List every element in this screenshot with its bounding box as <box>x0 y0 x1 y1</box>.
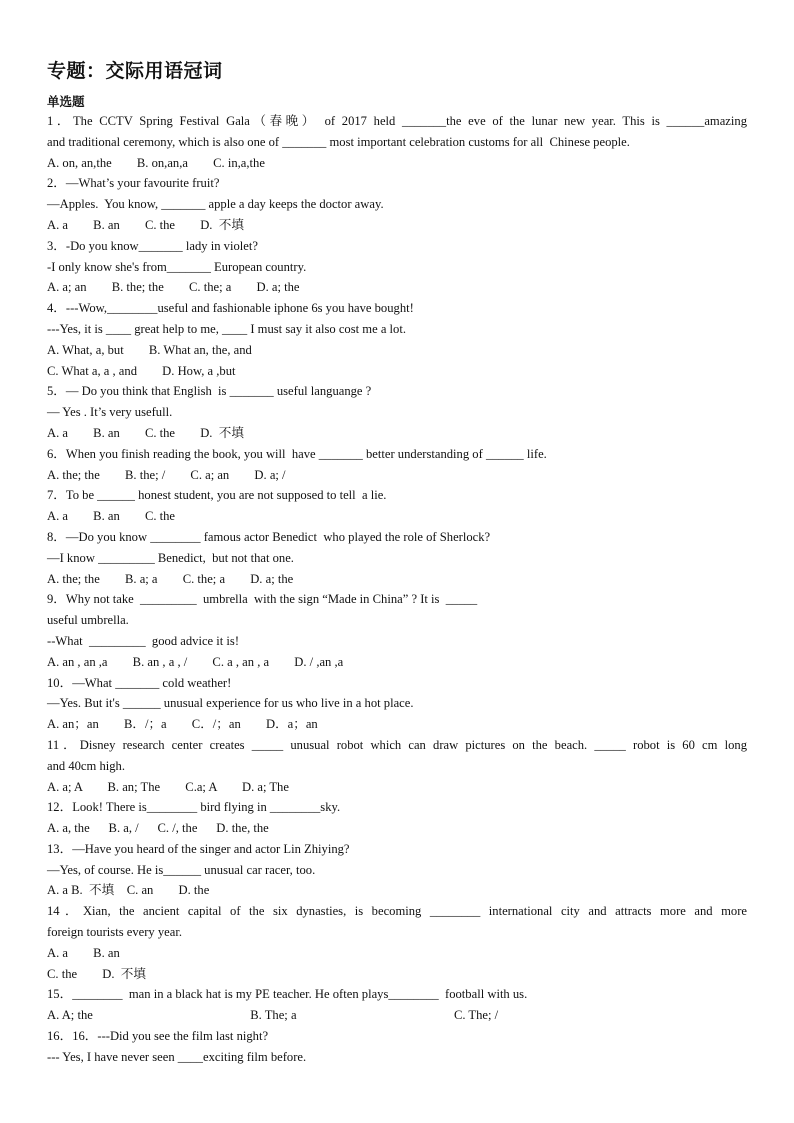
text-line: 2．—What’s your favourite fruit? <box>47 176 220 191</box>
text-line: 1．The CCTV Spring Festival Gala（春晚） of 2017 held _______the eve of the lunar new year. This is ______amazing <box>47 114 747 128</box>
text-line: useful umbrella. <box>47 613 129 628</box>
text-line: 10．—What _______ cold weather! <box>47 675 232 690</box>
text-line: foreign tourists every year. <box>47 925 182 940</box>
text-line: ---Yes, it is ____ great help to me, ____ I must say it also cost me a lot. <box>47 321 406 336</box>
text-line: A. a B. an C. the D. 不填 <box>47 425 244 440</box>
page-title: 专题：交际用语冠词 <box>47 60 223 82</box>
text-line: 14．Xian, the ancient capital of the six dynasties, is becoming ________ international city and attracts more and more <box>47 904 747 919</box>
text-line: A. a B. an C. the <box>47 509 176 524</box>
text-line: A. the; the B. the; / C. a; an D. a; / <box>47 467 286 482</box>
text-line: 8．—Do you know ________ famous actor Benedict who played the role of Sherlock? <box>47 529 491 544</box>
text-line: 16．16．---Did you see the film last night? <box>47 1029 269 1044</box>
question-list <box>47 111 747 1068</box>
section-heading: 单选题 <box>47 94 85 109</box>
text-line: A. an , an ,a B. an , a , / C. a , an , a D. / ,an ,a <box>47 654 344 669</box>
text-line: 6．When you finish reading the book, you will have _______ better understanding of ______ life. <box>47 446 547 461</box>
text-line: —Apples. You know, _______ apple a day keeps the doctor away. <box>47 197 384 212</box>
text-line: A. a B. an C. the D. 不填 <box>47 217 244 232</box>
text-line: A. A; the B. The; a C. The; / <box>47 1008 499 1023</box>
text-line: A. a B. an <box>47 945 120 960</box>
text-line: 15．________ man in a black hat is my PE teacher. He often plays________ football with us. <box>47 987 528 1002</box>
text-line: 13．—Have you heard of the singer and actor Lin Zhiying? <box>47 841 350 856</box>
text-line: 9．Why not take _________ umbrella with the sign “Made in China” ? It is _____ <box>47 592 478 607</box>
text-line: 12．Look! There is________ bird flying in ________sky. <box>47 800 341 815</box>
text-line: 11．Disney research center creates _____ unusual robot which can draw pictures on the beach. _____ robot is 60 cm long <box>47 737 747 752</box>
text-line: —Yes, of course. He is______ unusual car racer, too. <box>47 862 316 877</box>
text-line: and traditional ceremony, which is also one of _______ most important celebration customs for all Chinese people. <box>47 134 630 149</box>
text-line: 4．---Wow,________useful and fashionable iphone 6s you have bought! <box>47 301 414 316</box>
text-line: 3．-Do you know_______ lady in violet? <box>47 238 258 253</box>
text-line: and 40cm high. <box>47 758 125 773</box>
text-line: — Yes . It’s very usefull. <box>47 405 173 420</box>
text-line: C. What a, a , and D. How, a ,but <box>47 363 236 378</box>
text-line: A. a; an B. the; the C. the; a D. a; the <box>47 280 300 295</box>
text-line: C. the D. 不填 <box>47 966 146 981</box>
text-line: —Yes. But it's ______ unusual experience for us who live in a hot place. <box>47 696 414 711</box>
text-line: -I only know she's from_______ European country. <box>47 259 307 274</box>
text-line: 5．— Do you think that English is _______ useful languange ? <box>47 384 372 399</box>
text-line: A. an；an B．/；a C．/；an D．a；an <box>47 717 318 732</box>
text-line: A. on, an,the B. on,an,a C. in,a,the <box>47 155 265 170</box>
text-line: —I know _________ Benedict, but not that one. <box>47 550 294 565</box>
text-line: --- Yes, I have never seen ____exciting film before. <box>47 1049 307 1064</box>
text-line: A. What, a, but B. What an, the, and <box>47 342 252 357</box>
text-line: A. the; the B. a; a C. the; a D. a; the <box>47 571 294 586</box>
text-line: A. a; A B. an; The C.a; A D. a; The <box>47 779 289 794</box>
text-line: A. a B. 不填 C. an D. the <box>47 883 210 898</box>
text-line: 7．To be ______ honest student, you are not supposed to tell a lie. <box>47 488 387 503</box>
text-line: --What _________ good advice it is! <box>47 633 240 648</box>
text-line: A. a, the B. a, / C. /, the D. the, the <box>47 821 269 836</box>
